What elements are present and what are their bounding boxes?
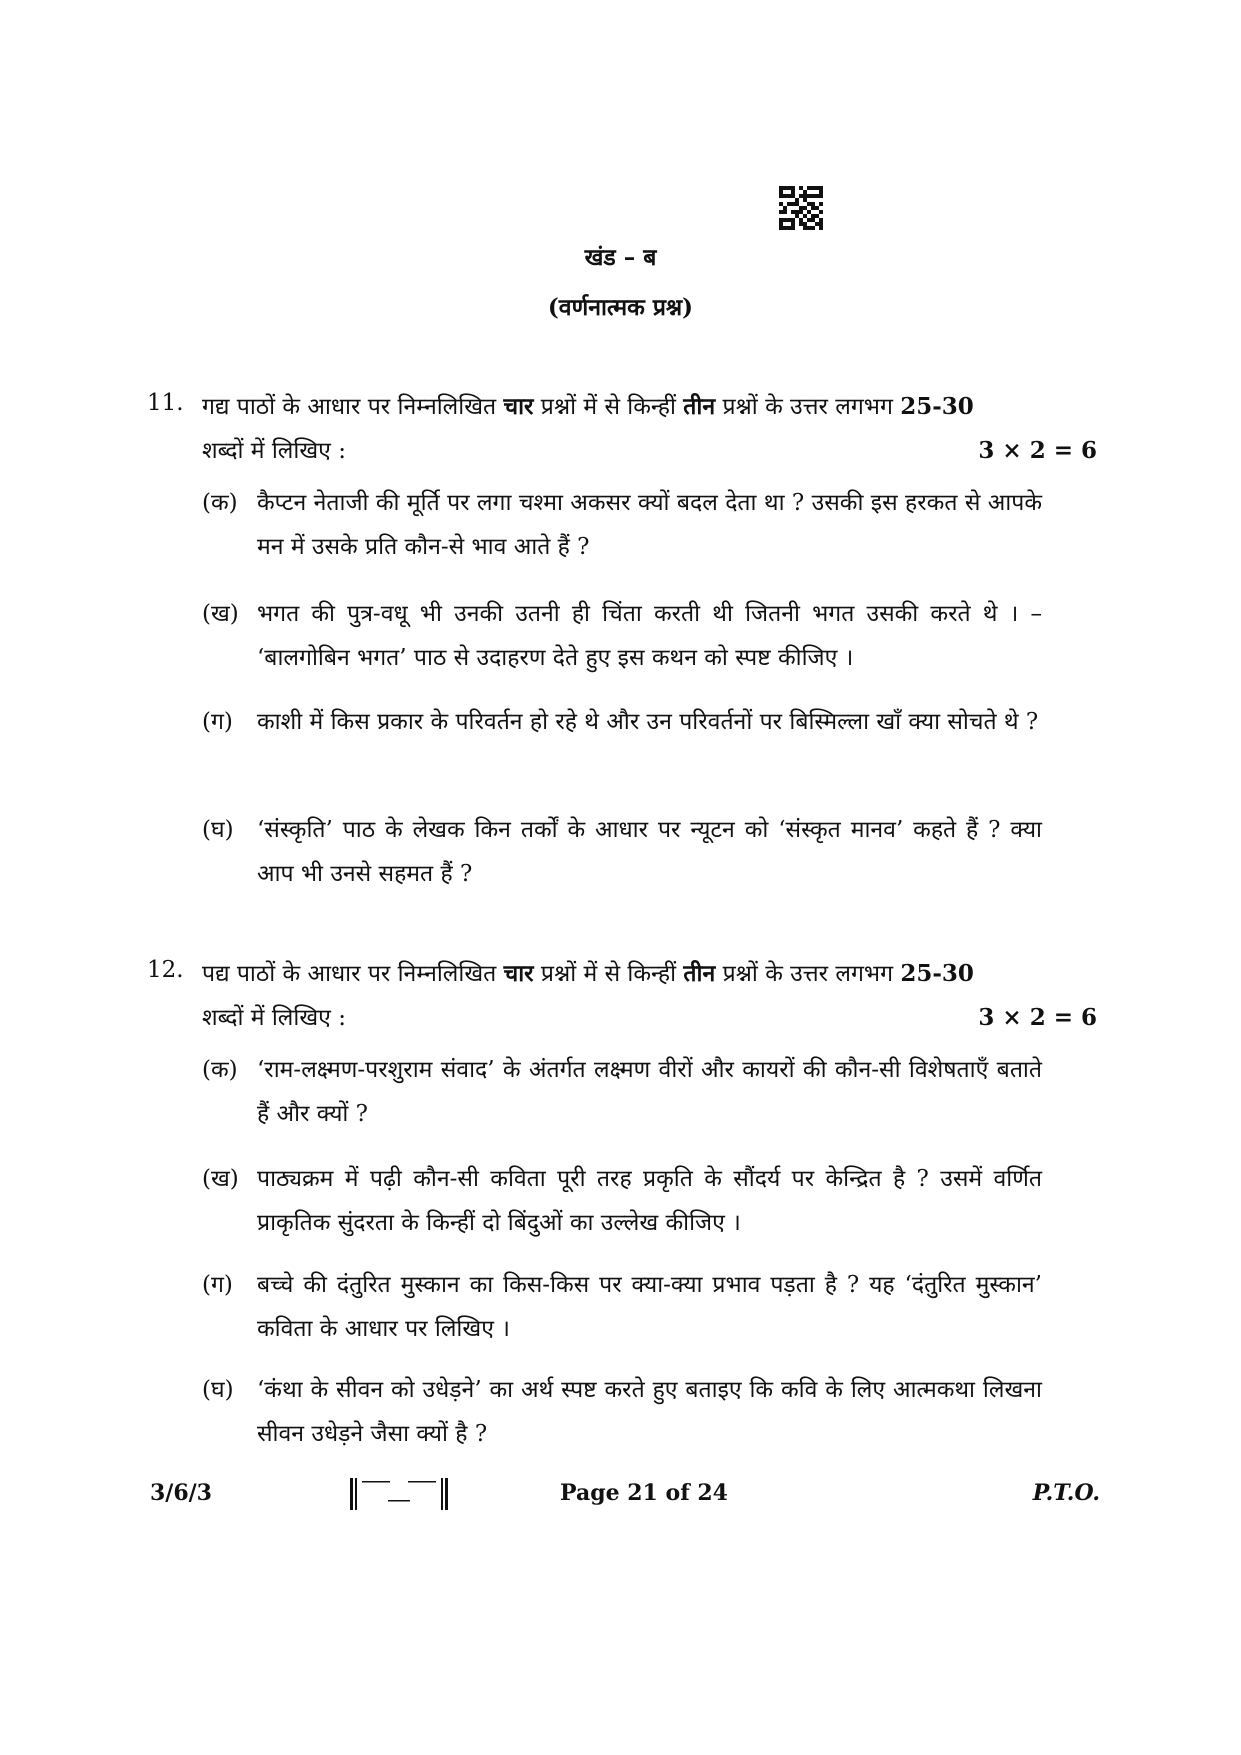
marks-label: 3 × 2 = 6 bbox=[978, 1004, 1097, 1031]
part-text: भगत की पुत्र-वधू भी उनकी उतनी ही चिंता करती थी जितनी भगत उसकी करते थे । – ‘बालगोबिन भगत’ पाठ से उदाहरण देते हुए इस कथन को स्पष्ट कीजिए । bbox=[257, 601, 1042, 671]
part-text: पाठ्यक्रम में पढ़ी कौन-सी कविता पूरी तरह प्रकृति के सौंदर्य पर केन्द्रित है ? उसमें वर्णित प्राकृतिक सुंदरता के किन्हीं दो बिंदुओं का उल्लेख कीजिए । bbox=[257, 1166, 1042, 1236]
part-label: (ग) bbox=[202, 709, 233, 735]
part-text: बच्चे की दंतुरित मुस्कान का किस-किस पर क्या-क्या प्रभाव पड़ता है ? यह ‘दंतुरित मुस्कान’ कविता के आधार पर लिखिए । bbox=[257, 1272, 1042, 1342]
question-instruction: गद्य पाठों के आधार पर निम्नलिखित चार प्रश्नों में से किन्हीं तीन प्रश्नों के उत्तर लगभग 25-30 शब्दों में लिखिए : bbox=[202, 393, 974, 464]
question-number: 11. bbox=[147, 390, 184, 416]
barcode-icon bbox=[350, 1478, 448, 1510]
part-text: कैप्टन नेताजी की मूर्ति पर लगा चश्मा अकसर क्यों बदल देता था ? उसकी इस हरकत से आपके मन में उसके प्रति कौन-से भाव आते हैं ? bbox=[257, 490, 1042, 560]
part-text: ‘कंथा के सीवन को उधेड़ने’ का अर्थ स्पष्ट करते हुए बताइए कि कवि के लिए आत्मकथा लिखना सीवन उधेड़ने जैसा क्यों है ? bbox=[257, 1377, 1042, 1447]
part-label: (ग) bbox=[202, 1272, 233, 1298]
part-label: (घ) bbox=[202, 817, 234, 843]
marks-label: 3 × 2 = 6 bbox=[978, 437, 1097, 464]
question-number: 12. bbox=[147, 957, 184, 983]
section-title: खंड – ब bbox=[584, 244, 657, 271]
qr-code bbox=[779, 186, 823, 230]
page-number: Page 21 of 24 bbox=[560, 1480, 728, 1506]
part-text: काशी में किस प्रकार के परिवर्तन हो रहे थे और उन परिवर्तनों पर बिस्मिल्ला खाँ क्या सोचते थे ? bbox=[257, 709, 1039, 735]
part-label: (ख) bbox=[202, 1166, 239, 1192]
part-text: ‘संस्कृति’ पाठ के लेखक किन तर्कों के आधार पर न्यूटन को ‘संस्कृत मानव’ कहते हैं ? क्या आप भी उनसे सहमत हैं ? bbox=[257, 817, 1042, 887]
part-label: (घ) bbox=[202, 1377, 234, 1403]
part-label: (क) bbox=[202, 1057, 238, 1083]
part-text: ‘राम-लक्ष्मण-परशुराम संवाद’ के अंतर्गत लक्ष्मण वीरों और कायरों की कौन-सी विशेषताएँ बताते हैं और क्यों ? bbox=[257, 1057, 1042, 1127]
paper-code: 3/6/3 bbox=[150, 1480, 212, 1506]
section-subtitle: (वर्णनात्मक प्रश्न) bbox=[547, 294, 694, 321]
part-label: (क) bbox=[202, 490, 238, 516]
question-instruction: पद्य पाठों के आधार पर निम्नलिखित चार प्रश्नों में से किन्हीं तीन प्रश्नों के उत्तर लगभग 25-30 शब्दों में लिखिए : bbox=[202, 960, 974, 1031]
pto-label: P.T.O. bbox=[1032, 1480, 1100, 1506]
part-label: (ख) bbox=[202, 601, 239, 627]
